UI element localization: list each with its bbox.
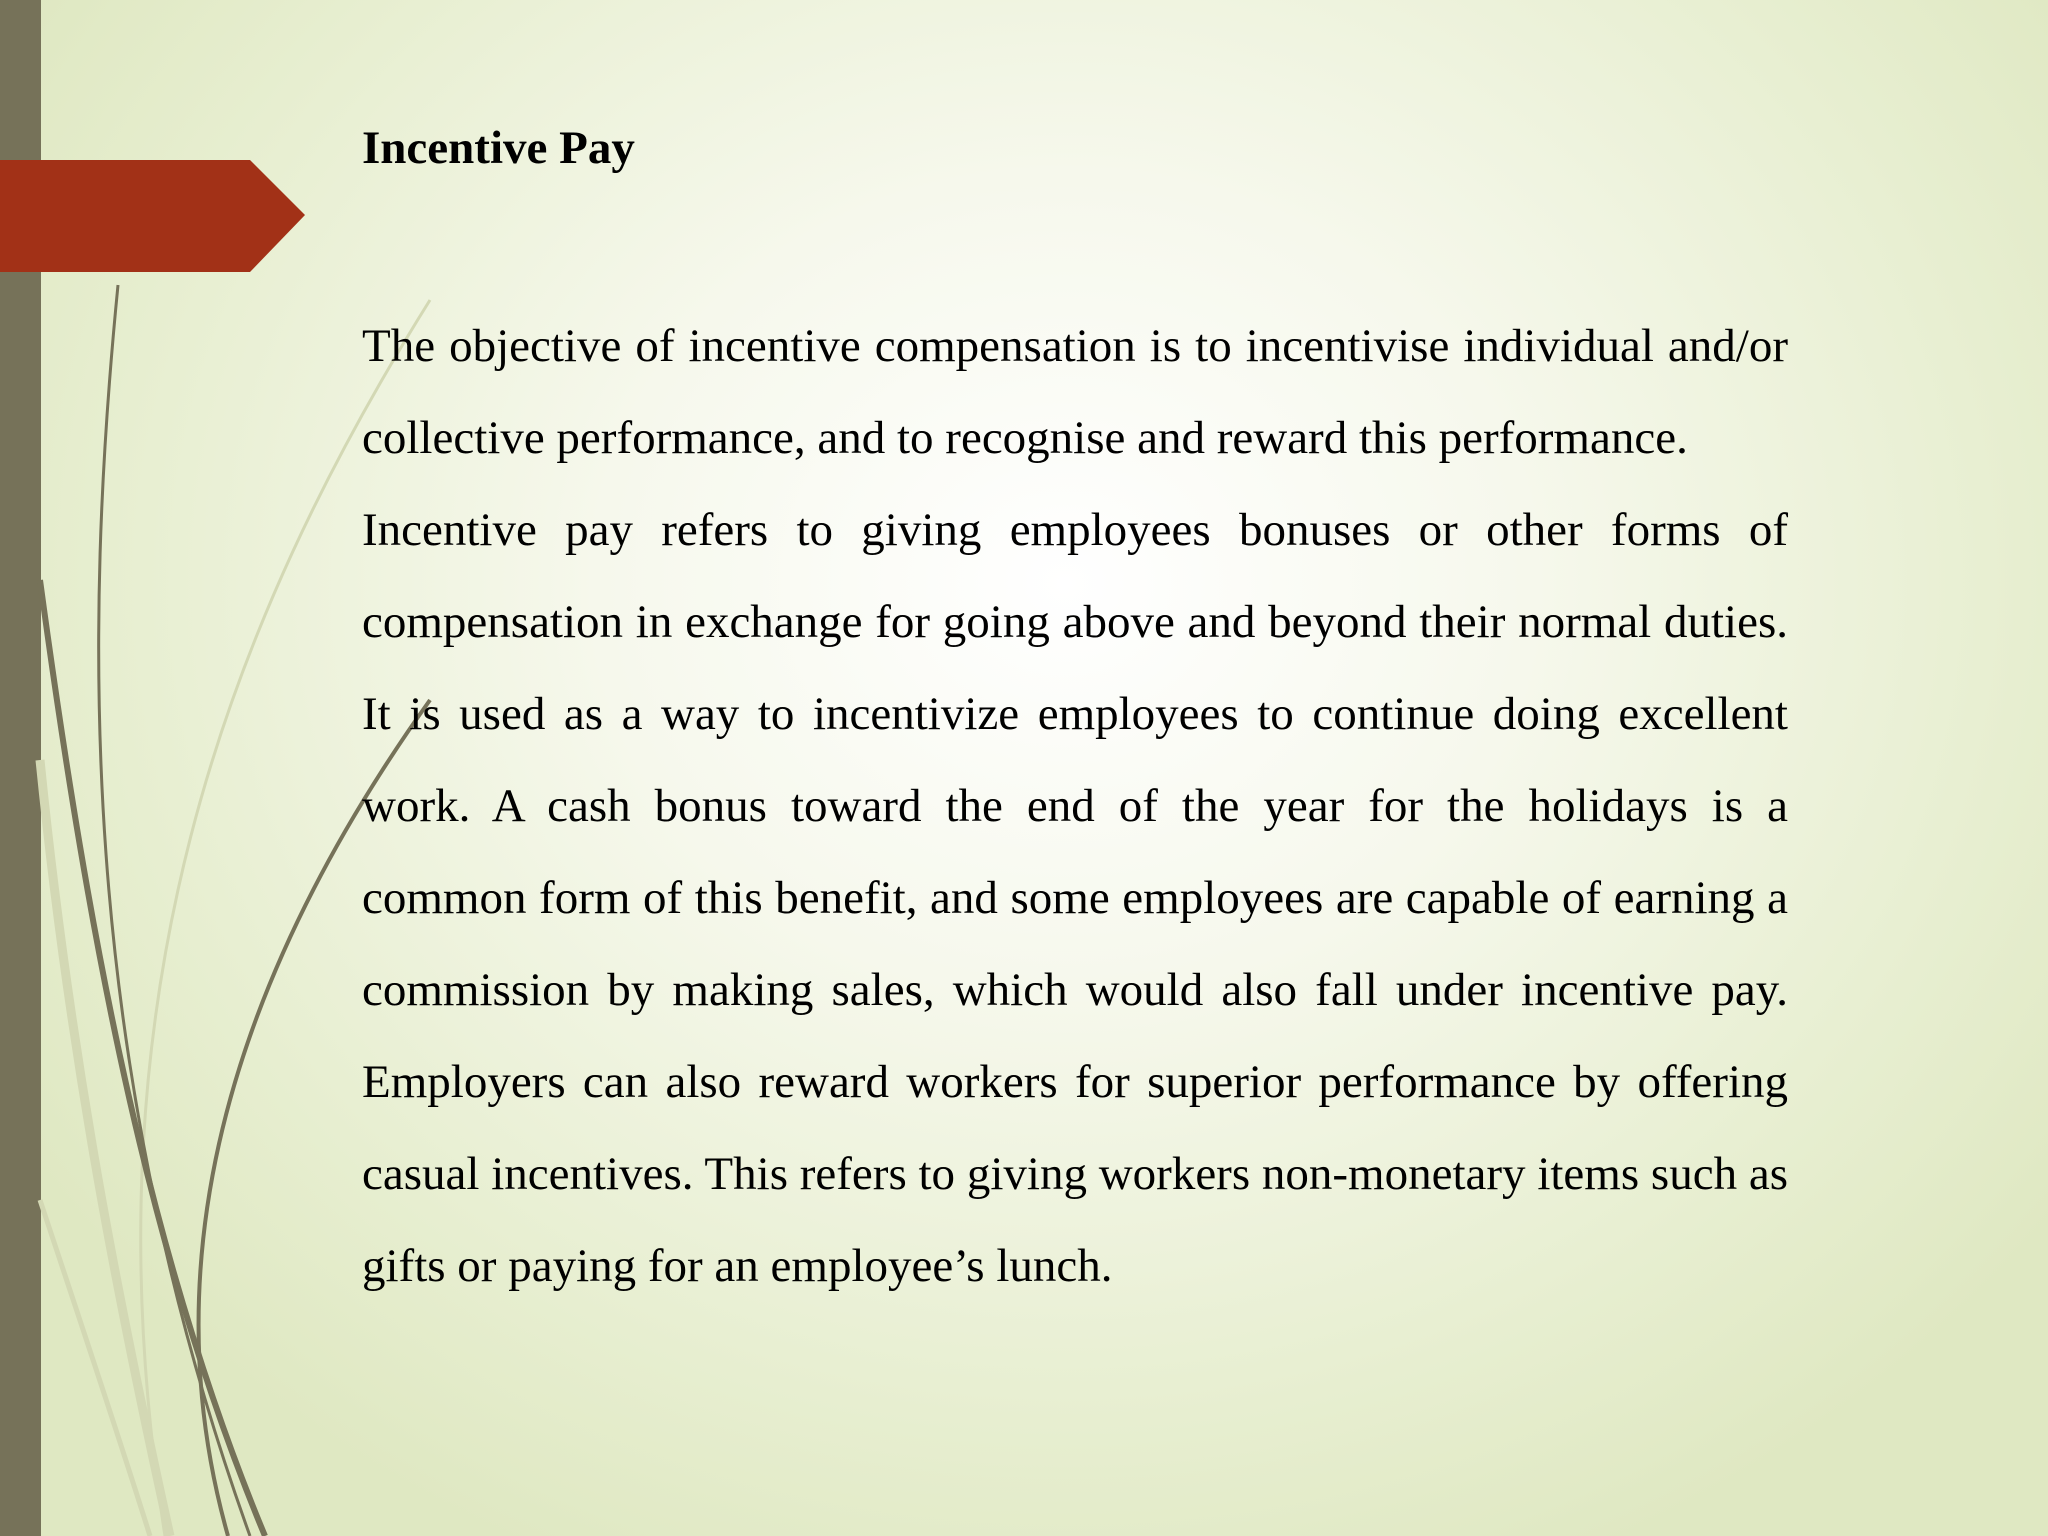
body-paragraph: The objective of incentive compensation is to incentivise individual and/or collective performance, and to recognise and reward this performance. — [362, 320, 1788, 464]
body-paragraph: Incentive pay refers to giving employees bonuses or other forms of compensation in exchange for going above and beyond their normal duties. It is used as a way to incentivize employees to continue doing excellent work. A cash bonus toward the end of the year for the holidays is a common form of this benefit, and some employees are capable of earning a commission by making sales, which would also fall under incentive pay. Employers can also reward workers for superior performance by offering casual incentives. This refers to giving workers non-monetary items such as gifts or paying for an employee’s lunch. — [362, 504, 1788, 1292]
slide-body — [362, 300, 1788, 1312]
slide-title: Incentive Pay — [362, 122, 635, 174]
red-arrow-tab — [0, 160, 305, 272]
